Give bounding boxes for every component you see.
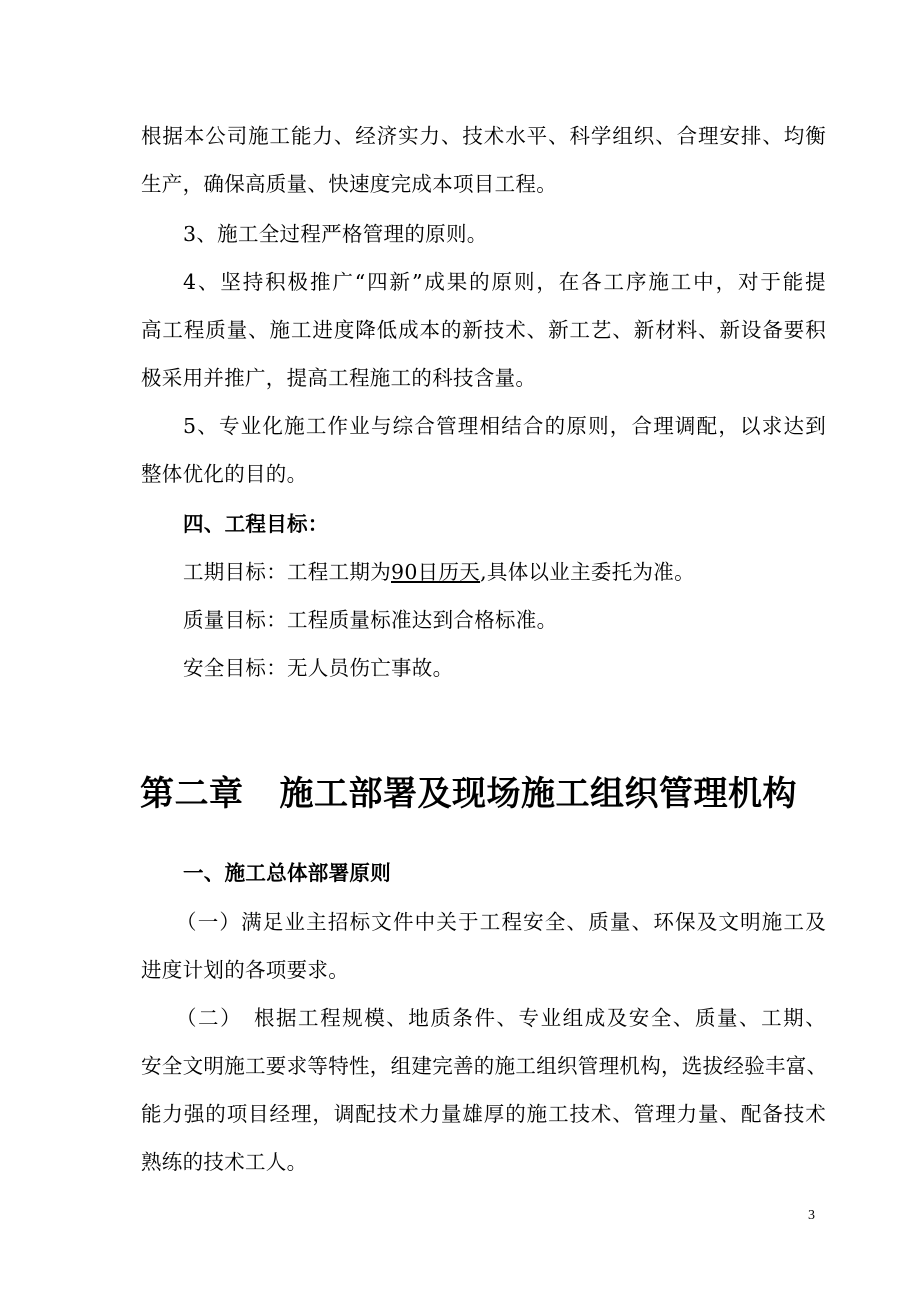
schedule-goal-value: 90日历天 <box>391 560 481 584</box>
principle-4-line-2: 高工程质量、施工进度降低成本的新技术、新工艺、新材料、新设备要积 <box>141 318 826 342</box>
chapter-number: 第二章 <box>140 774 244 814</box>
quality-goal: 质量目标：工程质量标准达到合格标准。 <box>183 608 558 632</box>
page-number: 3 <box>808 1208 815 1223</box>
goals-heading: 四、工程目标： <box>183 512 329 536</box>
item-2-line-3: 能力强的项目经理，调配技术力量雄厚的施工技术、管理力量、配备技术 <box>141 1102 826 1126</box>
item-2-line-2: 安全文明施工要求等特性，组建完善的施工组织管理机构，选拔经验丰富、 <box>141 1054 828 1078</box>
item-1-line-1: （一）满足业主招标文件中关于工程安全、质量、环保及文明施工及 <box>176 910 826 934</box>
principle-4-line-3: 极采用并推广，提高工程施工的科技含量。 <box>141 366 537 390</box>
schedule-goal <box>183 558 826 586</box>
schedule-goal-suffix: ,具体以业主委托为准。 <box>480 560 695 584</box>
section-heading-deployment: 一、施工总体部署原则 <box>183 861 391 885</box>
item-2-line-4: 熟练的技术工人。 <box>141 1150 308 1174</box>
schedule-goal-prefix: 工期目标：工程工期为 <box>183 560 391 584</box>
principle-3: 3、施工全过程严格管理的原则。 <box>183 222 488 246</box>
paragraph-continued-line-1: 根据本公司施工能力、经济实力、技术水平、科学组织、合理安排、均衡 <box>141 124 826 148</box>
paragraph-continued-line-2: 生产，确保高质量、快速度完成本项目工程。 <box>141 172 557 196</box>
principle-5-line-2: 整体优化的目的。 <box>141 462 308 486</box>
safety-goal: 安全目标：无人员伤亡事故。 <box>183 656 454 680</box>
principle-4-line-1: 4、坚持积极推广“四新”成果的原则，在各工序施工中，对于能提 <box>183 270 826 294</box>
item-2-line-1: （二） 根据工程规模、地质条件、专业组成及安全、质量、工期、 <box>176 1006 826 1030</box>
chapter-heading <box>140 771 797 817</box>
principle-5-line-1: 5、专业化施工作业与综合管理相结合的原则，合理调配，以求达到 <box>183 414 826 438</box>
chapter-title: 施工部署及现场施工组织管理机构 <box>279 774 797 814</box>
item-1-line-2: 进度计划的各项要求。 <box>141 958 349 982</box>
